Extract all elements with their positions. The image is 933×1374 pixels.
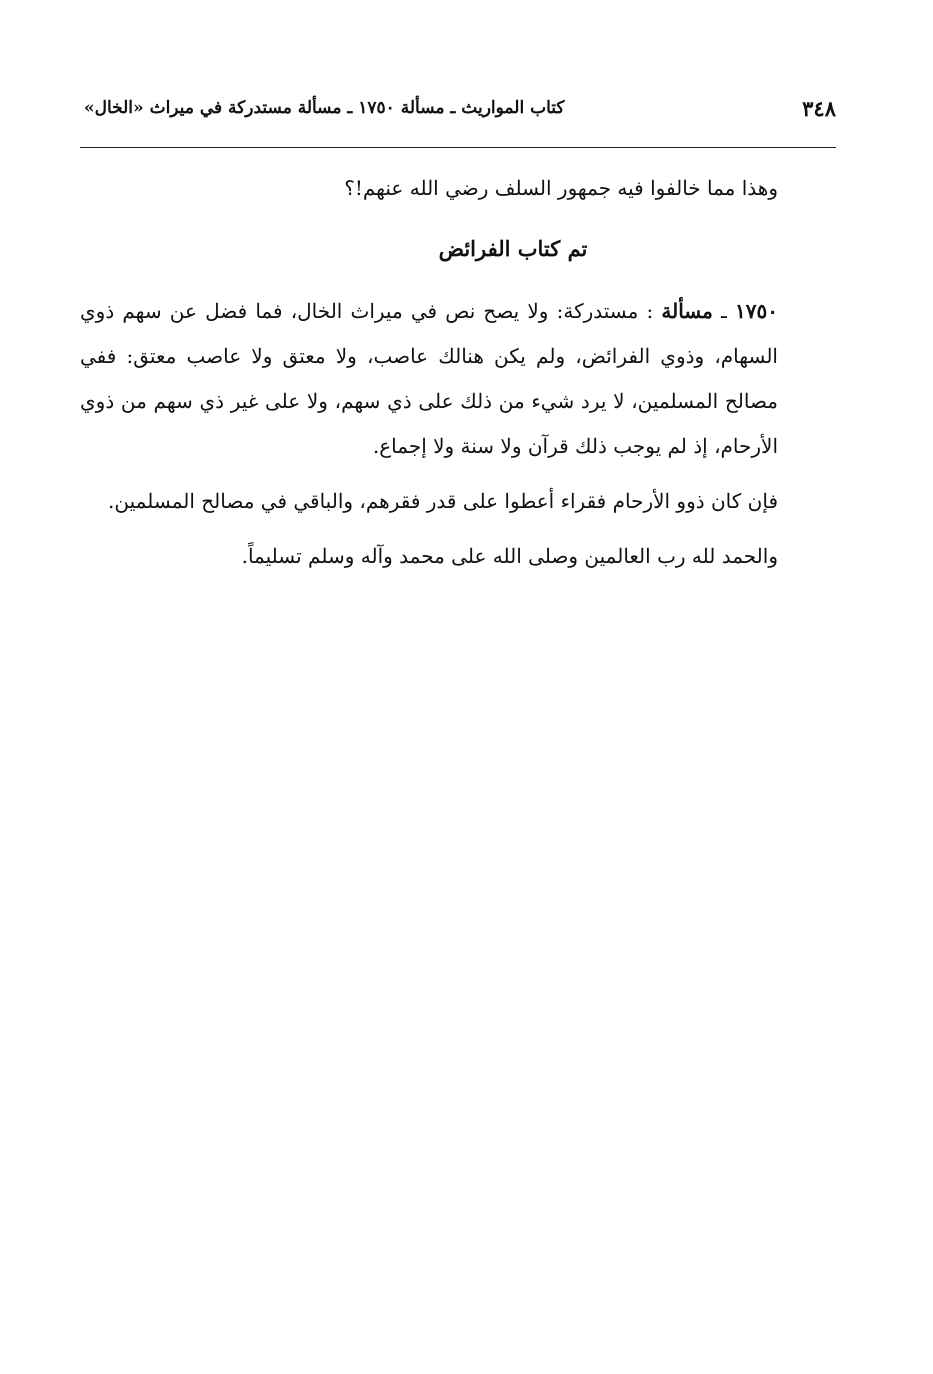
issue-label: مسألة bbox=[661, 299, 713, 323]
opening-line: وهذا مما خالفوا فيه جمهور السلف رضي الله عنهم!؟ bbox=[344, 176, 778, 200]
header-divider bbox=[80, 147, 836, 148]
issue-number: ١٧٥٠ bbox=[735, 299, 778, 323]
second-paragraph: فإن كان ذوو الأرحام فقراء أعطوا على قدر فقرهم، والباقي في مصالح المسلمين. bbox=[108, 489, 778, 513]
issue-paragraph bbox=[80, 289, 836, 469]
page-number: ٣٤٨ bbox=[802, 96, 836, 121]
running-title: كتاب المواريث ـ مسألة ١٧٥٠ ـ مسألة مستدركة في ميراث «الخال» bbox=[84, 98, 565, 118]
section-heading: تم كتاب الفرائض bbox=[438, 236, 588, 261]
running-header bbox=[80, 88, 836, 132]
issue-separator: ـ bbox=[712, 299, 736, 323]
closing-line: والحمد لله رب العالمين وصلى الله على محمد وآله وسلم تسليماً. bbox=[241, 544, 778, 568]
issue-text: : مستدركة: ولا يصح نص في ميراث الخال، فما فضل عن سهم ذوي السهام، وذوي الفرائض، ولم يكن هنالك عاصب، ولا معتق ولا عاصب معتق: ففي مصالح المسلمين، لا يرد شيء من ذلك على ذي سهم، ولا على غير ذي سهم من ذوي الأرحام، إذ لم يوجب ذلك قرآن ولا سنة ولا إجماع. bbox=[80, 299, 778, 458]
page-body bbox=[80, 166, 836, 579]
